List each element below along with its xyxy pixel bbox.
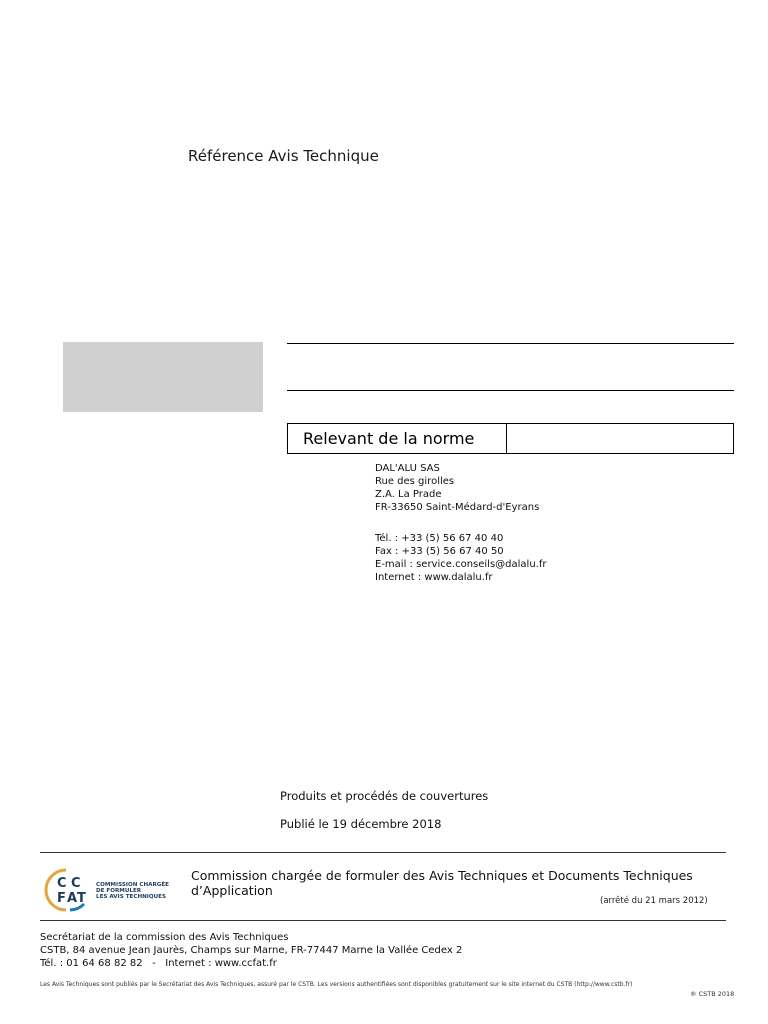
secretariat-line: Secrétariat de la commission des Avis Techniques [40, 932, 289, 943]
company-address-line: Rue des girolles [375, 476, 455, 487]
company-name: DAL'ALU SAS [375, 463, 440, 474]
copyright-text: ® CSTB 2018 [690, 990, 735, 998]
company-fax: Fax : +33 (5) 56 67 40 50 [375, 546, 504, 557]
arrete-date: (arrêté du 21 mars 2012) [600, 896, 708, 906]
divider-line [287, 390, 734, 391]
secretariat-line: Tél. : 01 64 68 82 82 - Internet : www.ccfat.fr [40, 958, 277, 969]
logo-letter: C [71, 876, 81, 891]
divider-line [287, 343, 734, 344]
logo-text: DE FORMULER [96, 888, 142, 894]
secretariat-info [40, 931, 462, 970]
company-info [375, 462, 546, 584]
company-website: Internet : www.dalalu.fr [375, 572, 493, 583]
company-address-line: FR-33650 Saint-Médard-d'Eyrans [375, 502, 540, 513]
logo-letter: F [57, 891, 66, 906]
commission-title: Commission chargée de formuler des Avis Techniques et Documents Techniques d’Application [191, 868, 693, 898]
logo-text: LES AVIS TECHNIQUES [96, 894, 167, 900]
publication-date: Publié le 19 décembre 2018 [280, 817, 442, 831]
logo-letter: A [67, 891, 78, 906]
ccfat-logo [44, 864, 184, 914]
company-email: E-mail : service.conseils@dalalu.fr [375, 559, 547, 570]
divider-line [40, 920, 726, 921]
logo-placeholder-box [63, 342, 263, 412]
logo-letter: T [77, 891, 86, 906]
norme-box [287, 423, 734, 454]
norme-label: Relevant de la norme [288, 424, 507, 453]
divider-line [40, 852, 726, 853]
logo-text: COMMISSION CHARGÉE [96, 882, 170, 888]
reference-title: Référence Avis Technique [188, 147, 379, 165]
secretariat-line: CSTB, 84 avenue Jean Jaurès, Champs sur Marne, FR-77447 Marne la Vallée Cedex 2 [40, 945, 463, 956]
company-phone: Tél. : +33 (5) 56 67 40 40 [375, 533, 504, 544]
disclaimer-text: Les Avis Techniques sont publiés par le Secrétariat des Avis Techniques, assuré par le CSTB. Les versions authentifiées sont disponibles gratuitement sur le site internet du CSTB (http://www.cstb.fr) [40, 981, 633, 988]
logo-letter: C [57, 876, 67, 891]
product-category: Produits et procédés de couvertures [280, 789, 489, 803]
company-address-line: Z.A. La Prade [375, 489, 442, 500]
